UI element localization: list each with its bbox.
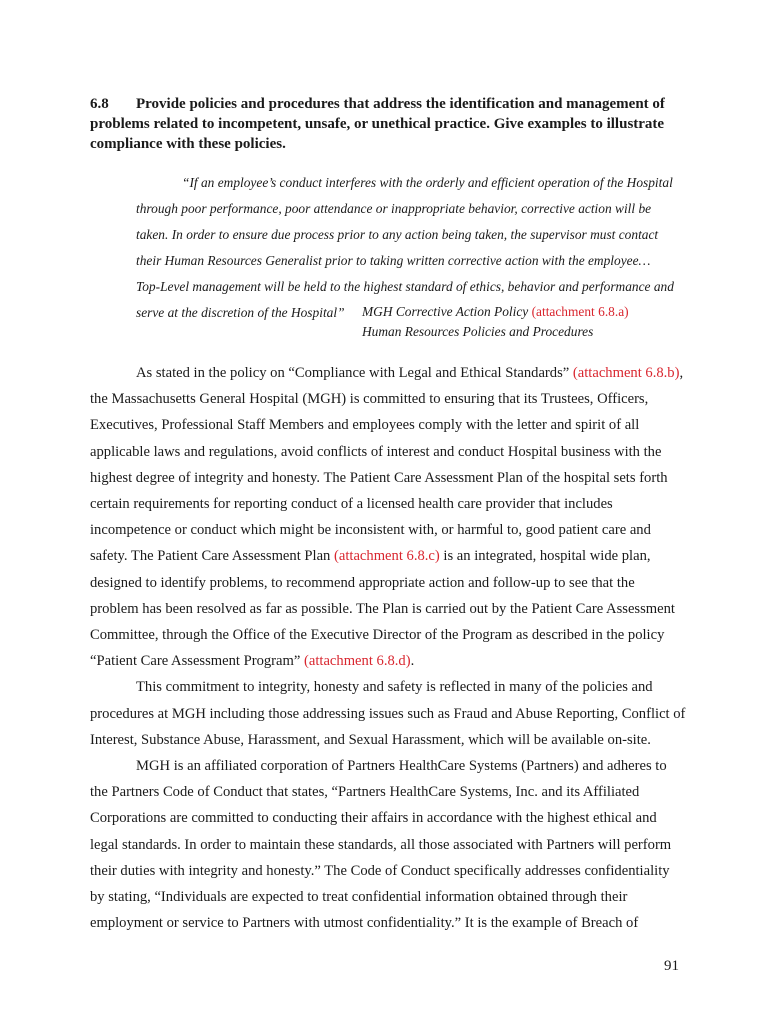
- body-text: [90, 360, 686, 936]
- section-number: 6.8: [90, 96, 109, 112]
- paragraph-commitment: This commitment to integrity, honesty and safety is reflected in many of the policies and procedures at MGH including those addressing issues such as Fraud and Abuse Reporting, Conflict of Interest, Substance Abuse, Harassment, and Sexual Harassment, which will be available on-site.: [90, 679, 686, 748]
- quote-citation: [362, 302, 629, 342]
- section-heading: [90, 94, 690, 154]
- attachment-reference-6-8-d: (attachment 6.8.d): [304, 653, 411, 670]
- paragraph-partners-code: MGH is an affiliated corporation of Partners HealthCare Systems (Partners) and adheres to the Partners Code of Conduct that states, “Partners HealthCare Systems, Inc. and its Affiliated Corporations are committed to conducting their affairs in accordance with the highest ethical and legal standards. In order to maintain these standards, all those associated with Partners will perform their duties with integrity and honesty.” The Code of Conduct specifically addresses confidentiality by stating, “Individuals are expected to treat confidential information obtained through their employment or service to Partners with utmost confidentiality.” It is the example of Breach of: [90, 758, 672, 932]
- paragraph-text: As stated in the policy on “Compliance with Legal and Ethical Standards”: [136, 365, 573, 381]
- paragraph-text: .: [410, 653, 415, 670]
- page-number: 91: [664, 958, 679, 974]
- paragraph-text: is an integrated, hospital wide plan, designed to identify problems, to recommend appropriate action and follow-up to see that the problem has been resolved as far as possible. The Plan is carried out by the Patient Care Assessment Committee, through the Office of the Executive Director of the Program as described in the policy “Patient Care Assessment Program”: [90, 548, 675, 670]
- attachment-reference-6-8-b: (attachment 6.8.b): [572, 365, 680, 381]
- citation-collection: Human Resources Policies and Procedures: [362, 324, 594, 339]
- paragraph-compliance: [90, 360, 686, 674]
- policy-quote: “If an employee’s conduct interferes with the orderly and efficient operation of the Hospital through poor performance, poor attendance or inappropriate behavior, corrective action will be taken. In order to ensure due process prior to any action being taken, the supervisor must contact their Human Resources Generalist prior to taking written corrective action with the employee… Top-Level management will be held to the highest standard of ethics, behavior and performance and serve at the discretion of the Hospital”: [136, 175, 674, 320]
- attachment-reference-6-8-a: (attachment 6.8.a): [531, 304, 629, 319]
- paragraph-text: , the Massachusetts General Hospital (MGH) is committed to ensuring that its Trustees, Officers, Executives, Professional Staff Members and employees comply with the letter and spirit of all applicable laws and regulations, avoid conflicts of interest and conduct Hospital business with the highest degree of integrity and honesty. The Patient Care Assessment Plan of the hospital sets forth certain requirements for reporting conduct of a licensed health care provider that includes incompetence or conduct which might be inconsistent with, or harmful to, good patient care and safety. The Patient Care Assessment Plan: [90, 365, 684, 565]
- attachment-reference-6-8-c: (attachment 6.8.c): [334, 548, 440, 565]
- section-heading-text: Provide policies and procedures that address the identification and management of problems related to incompetent, unsafe, or unethical practice. Give examples to illustrate compliance with these policies.: [90, 96, 665, 152]
- citation-source: MGH Corrective Action Policy: [362, 304, 532, 319]
